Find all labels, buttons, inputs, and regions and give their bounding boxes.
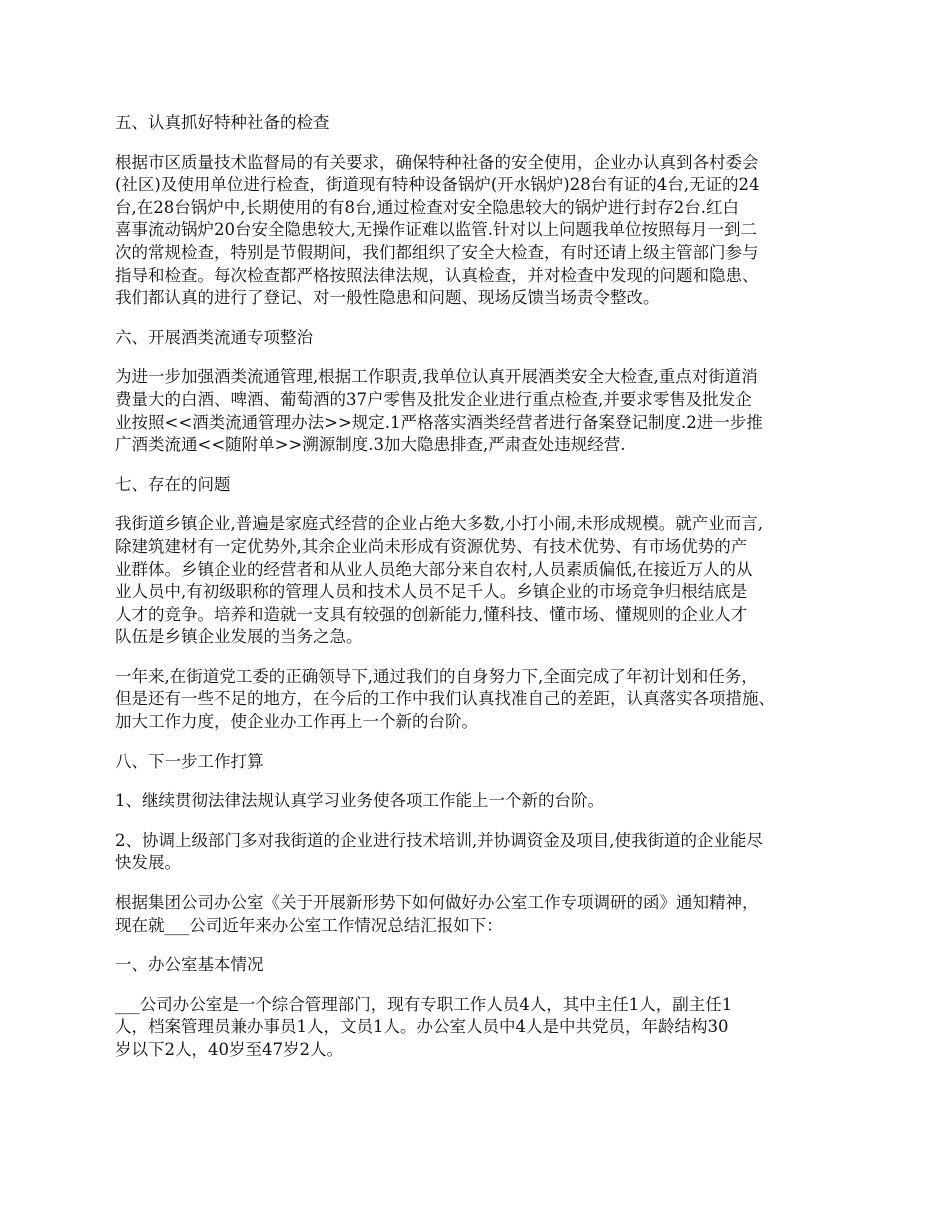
section-7-heading: 七、存在的问题: [115, 474, 231, 494]
section-8-heading: 八、下一步工作打算: [115, 751, 264, 771]
summary-paragraph: 一年来,在街道党工委的正确领导下,通过我们的自身努力下,全面完成了年初计划和任务， 但是还有一些不足的地方，在今后的工作中我们认真找准自己的差距，认真落实各项措施、 加大工作力度，使企业办工作再上一个新的台阶。: [115, 666, 775, 732]
office-section-1-heading: 一、办公室基本情况: [115, 955, 264, 975]
office-section-1-paragraph: ___公司办公室是一个综合管理部门，现有专职工作人员4人，其中主任1人，副主任1 人，档案管理员兼办事员1人，文员1人。办公室人员中4人是中共党员，年龄结构30 岁以下2人，40岁至47岁2人。: [115, 994, 733, 1059]
section-6-paragraph: 为进一步加强酒类流通管理,根据工作职责,我单位认真开展酒类安全大检查,重点对街道消 费量大的白酒、啤酒、葡萄酒的37户零售及批发企业进行重点检查,并要求零售及批发企 业按照<<酒类流通管理办法>>规定.1严格落实酒类经营者进行备案登记制度.2进一步推 广酒类流通<<随附单>>溯源制度.3加大隐患排查,严肃查处违规经营.: [115, 367, 763, 455]
plan-item-2: 2、协调上级部门多对我街道的企业进行技术培训,并协调资金及项目,使我街道的企业能尽 快发展。: [115, 830, 763, 873]
section-6-heading: 六、开展酒类流通专项整治: [115, 327, 313, 347]
plan-item-1: 1、继续贯彻法律法规认真学习业务使各项工作能上一个新的台阶。: [115, 791, 604, 811]
section-5-paragraph: 根据市区质量技术监督局的有关要求，确保特种社备的安全使用，企业办认真到各村委会 (社区)及使用单位进行检查，街道现有特种设备锅炉(开水锅炉)28台有证的4台,无证的24 台,在28台锅炉中,长期使用的有8台,通过检查对安全隐患较大的锅炉进行封存2台.红白 喜事流动锅炉20台安全隐患较大,无操作证难以监管.针对以上问题我单位按照每月一到二 次的常规检查，特别是节假期间，我们都组织了安全大检查，有时还请上级主管部门参与 指导和检查。每次检查都严格按照法律法规，认真检查，并对检查中发现的问题和隐患、 我们都认真的进行了登记、对一般性隐患和问题、现场反馈当场责令整改。: [115, 152, 760, 308]
section-7-paragraph: 我街道乡镇企业,普遍是家庭式经营的企业占绝大多数,小打小闹,未形成规模。就产业而言, 除建筑建材有一定优势外,其余企业尚未形成有资源优势、有技术优势、有市场优势的产 业群体。乡镇企业的经营者和从业人员绝大部分来自农村,人员素质偏低,在接近万人的从 业人员中,有初级职称的管理人员和技术人员不足千人。乡镇企业的市场竞争归根结底是 人才的竞争。培养和造就一支具有较强的创新能力,懂科技、懂市场、懂规则的企业人才 队伍是乡镇企业发展的当务之急。: [115, 514, 763, 647]
report-intro-paragraph: 根据集团公司办公室《关于开展新形势下如何做好办公室工作专项调研的函》通知精神， 现在就___公司近年来办公室工作情况总结汇报如下：: [115, 893, 759, 935]
section-5-heading: 五、认真抓好特种社备的检查: [115, 113, 330, 132]
document-body: [115, 112, 855, 1079]
